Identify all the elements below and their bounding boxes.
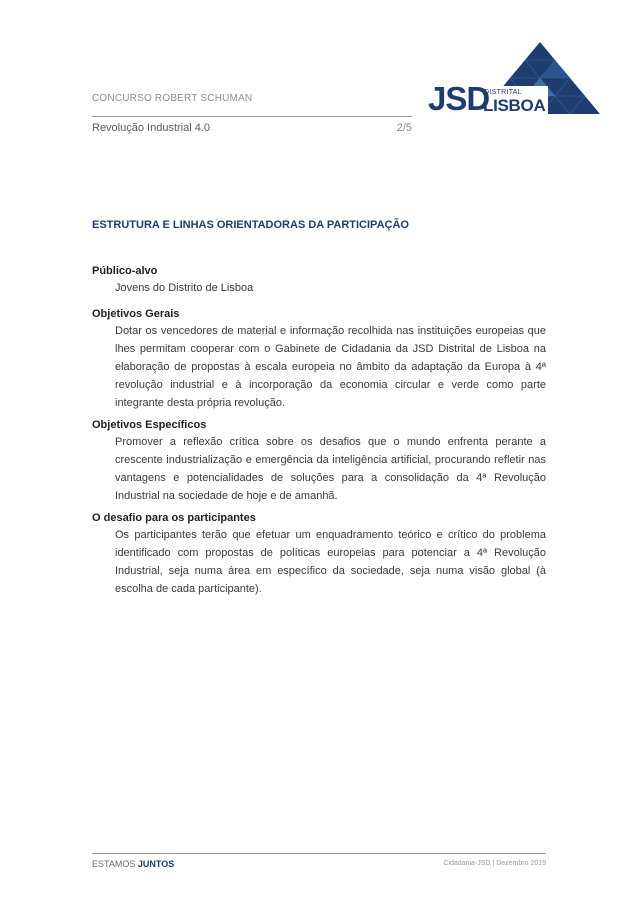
block-heading: Objetivos Específicos bbox=[92, 419, 207, 431]
footer-slogan-a: ESTAMOS bbox=[92, 859, 136, 869]
block-objetivos-especificos bbox=[92, 418, 546, 505]
document-title: Revolução Industrial 4.0 bbox=[92, 122, 211, 134]
page-number: 2/5 bbox=[396, 122, 412, 134]
footer-slogan-b: JUNTOS bbox=[137, 859, 175, 869]
logo-lisboa-text: LISBOA bbox=[483, 96, 546, 115]
logo-distrital-text: DISTRITAL bbox=[484, 89, 522, 96]
document-kicker: CONCURSO ROBERT SCHUMAN bbox=[92, 93, 253, 104]
footer-slogan bbox=[92, 859, 174, 869]
footer-credit: Cidadania-JSD | Dezembro 2019 bbox=[443, 860, 546, 867]
footer-divider bbox=[92, 853, 546, 854]
block-body: Dotar os vencedores de material e informação recolhida nas instituições europeias que lhes permitam cooperar com o Gabinete de Cidadania da JSD Distrital de Lisboa na elaboração de propostas à escala europeia no âmbito da adaptação da Europa à 4ª revolução industrial e à incorporação da economia circular e verde como parte integrante desta própria revolução. bbox=[115, 325, 546, 409]
block-body: Os participantes terão que efetuar um enquadramento teórico e crítico do problema identificado com propostas de políticas europeias para potenciar a 4ª Revolução Industrial, seja numa área em específico da sociedade, seja numa visão global (à escolha de cada participante). bbox=[115, 529, 546, 595]
block-heading: Público-alvo bbox=[92, 265, 158, 277]
section-heading: ESTRUTURA E LINHAS ORIENTADORAS DA PARTICIPAÇÃO bbox=[92, 219, 409, 231]
block-body: Jovens do Distrito de Lisboa bbox=[115, 282, 254, 294]
header-divider bbox=[92, 116, 412, 117]
block-heading: O desafio para os participantes bbox=[92, 512, 256, 524]
block-body: Promover a reflexão crítica sobre os desafios que o mundo enfrenta perante a crescente industrialização e emergência da inteligência artificial, procurando refletir nas vantagens e potencialidades de soluções para a consolidação da 4ª Revolução Industrial na sociedade de hoje e de amanhã. bbox=[115, 436, 546, 502]
block-objetivos-gerais bbox=[92, 307, 546, 412]
logo-jsd-text: JSD bbox=[428, 80, 490, 117]
block-desafio bbox=[92, 511, 546, 598]
block-publico-alvo bbox=[92, 264, 546, 297]
block-heading: Objetivos Gerais bbox=[92, 308, 180, 320]
